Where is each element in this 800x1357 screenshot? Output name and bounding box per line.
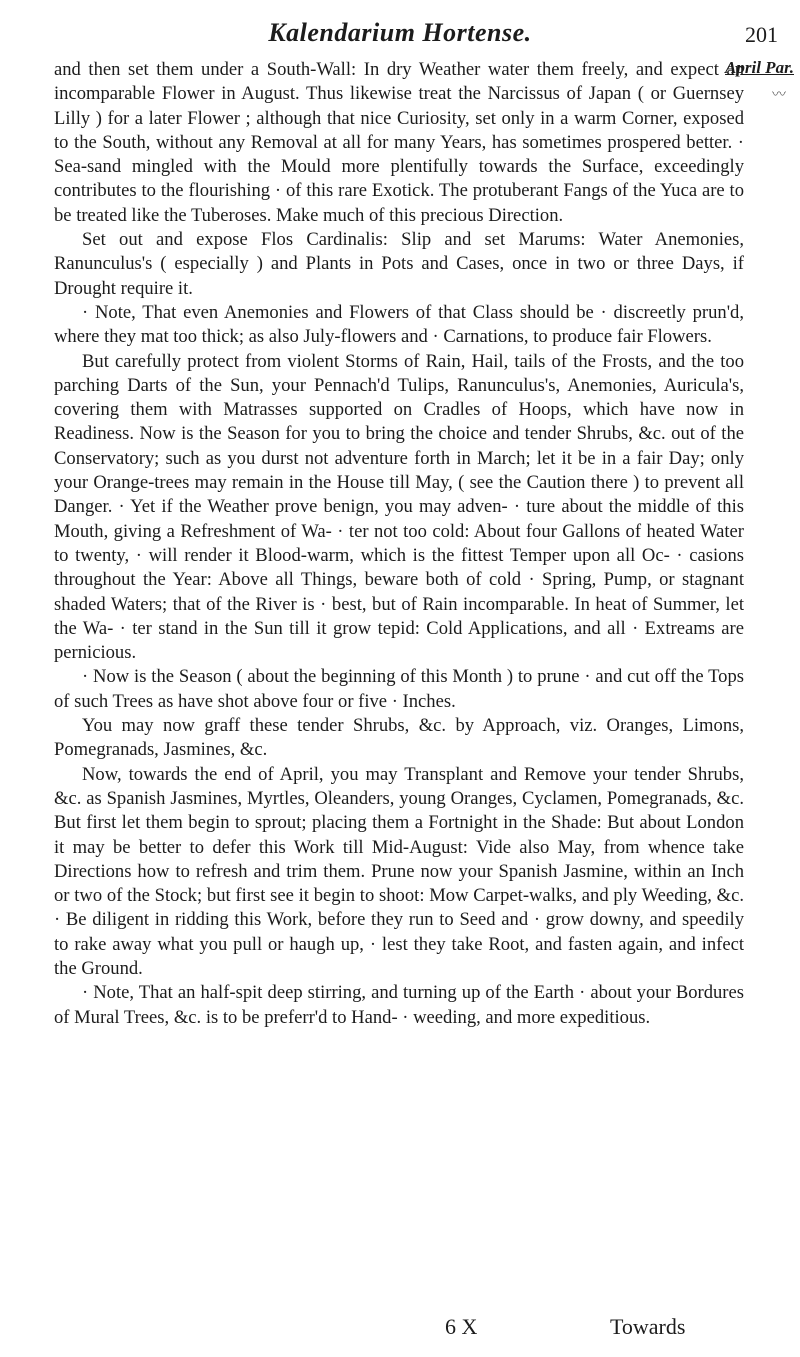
margin-note: April Par. [725,58,794,77]
paragraph: · Now is the Season ( about the beginning of this Month ) to prune · and cut off the Tops of such Trees as have shot above four or five · Inches. [54,666,744,712]
signature-mark: 6 X [445,1314,478,1339]
page-number: 201 [745,22,778,47]
paragraph: But carefully protect from violent Storms of Rain, Hail, tails of the Frosts, and the too parching Darts of the Sun, your Pennach'd Tulips, Ranunculus's, Anemonies, Auricula's, covering them with Matrasses supported on Cradles of Hoops, which have now in Readiness. Now is the Season for you to bring the choice and tender Shrubs, &c. out of the Conservatory; such as you durst not adventure forth in March; let it be in a fair Day; only your Orange-trees may remain in the House till May, ( see the Caution there ) to prevent all Danger. · Yet if the Weather prove benign, you may adven- · ture about the middle of this Mouth, giving a Refreshment of Wa- · ter not too cold: About four Gallons of heated Water to twenty, · will render it Blood-warm, which is the fittest Temper upon all Oc- · casions throughout the Year: Above all Things, beware both of cold · Spring, Pump, or stagnant shaded Waters; that of the River is · best, but of Rain incomparable. In heat of Summer, let the Wa- · ter stand in the Sun till it grow tepid: Cold Applications, and all · Extreams are pernicious. [54,350,744,664]
catchword: Towards [610,1314,686,1339]
paragraph: and then set them under a South-Wall: In dry Weather water them freely, and expect an incomparable Flower in August. Thus likewise treat the Narcissus of Japan ( or Guernsey Lilly ) for a later Flower ; although that nice Curiosity, set only in a warm Corner, exposed to the South, without any Removal at all for many Years, has sometimes prospered better. · Sea-sand mingled with the Mould more plentifully towards the Surface, exceedingly contributes to the flourishing · of this rare Exotick. The protuberant Fangs of the Yuca are to be treated like the Tuberoses. Make much of this precious Direction. [54,59,744,226]
paragraph: You may now graff these tender Shrubs, &c. by Approach, viz. Oranges, Limons, Pomegranads, Jasmines, &c. [54,715,744,761]
page-header [0,18,800,58]
ornament-icon: 〰 [772,88,786,103]
running-title: Kalendarium Hortense. [268,18,532,47]
paragraph: Now, towards the end of April, you may Transplant and Remove your tender Shrubs, &c. as Spanish Jasmines, Myrtles, Oleanders, young Oranges, Cyclamen, Pomegranads, &c. But first let them begin to sprout; placing them a Fortnight in the Shade: But about London it may be better to defer this Work till Mid-August: Vide also May, from whence take Directions how to refresh and trim them. Prune now your Spanish Jasmine, within an Inch or two of the Stock; but first see it begin to shoot: Mow Carpet-walks, and ply Weeding, &c. · Be diligent in ridding this Work, before they run to Seed and · grow downy, and speedily to rake away what you pull or haugh up, · lest they take Root, and fasten again, and infect the Ground. [54,763,744,979]
paragraph: Set out and expose Flos Cardinalis: Slip and set Marums: Water Anemonies, Ranunculus's ( especially ) and Plants in Pots and Cases, once in two or three Days, if Drought require it. [54,229,744,299]
page-footer [0,1314,800,1346]
body-text [54,58,744,1030]
paragraph: · Note, That an half-spit deep stirring, and turning up of the Earth · about your Bordures of Mural Trees, &c. is to be preferr'd to Hand- · weeding, and more expeditious. [54,982,744,1028]
paragraph: · Note, That even Anemonies and Flowers of that Class should be · discreetly prun'd, where they mat too thick; as also July-flowers and · Carnations, to produce fair Flowers. [54,301,744,348]
